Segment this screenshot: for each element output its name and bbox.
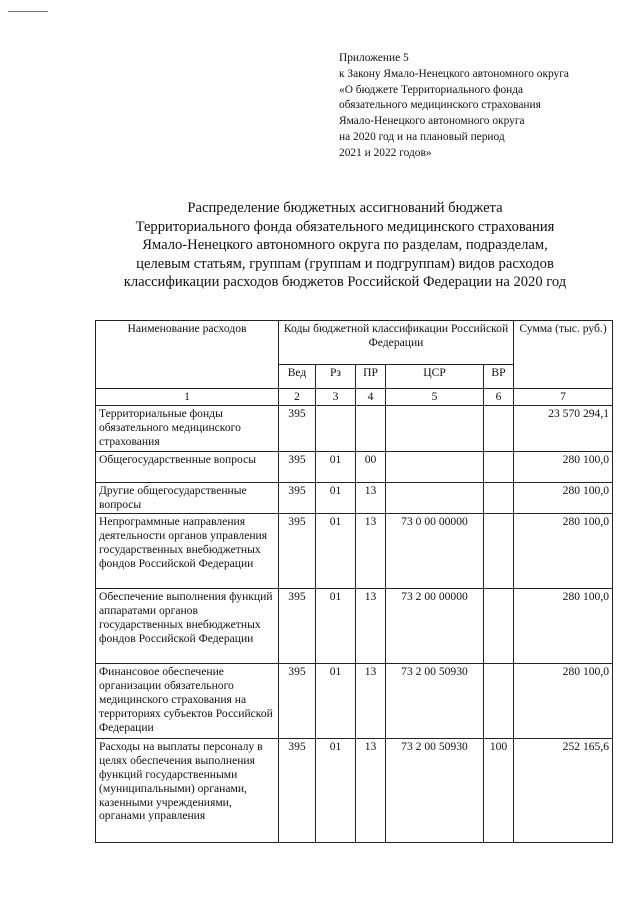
row-sum: 252 165,6 bbox=[514, 738, 613, 842]
row-vr bbox=[484, 588, 514, 663]
table-row bbox=[96, 588, 613, 663]
title-line: Распределение бюджетных ассигнований бюджета bbox=[187, 200, 503, 216]
header-codes-group: Коды бюджетной классификации Российской Федерации bbox=[279, 321, 514, 365]
row-sum: 280 100,0 bbox=[514, 451, 613, 482]
row-csr: 73 2 00 50930 bbox=[386, 663, 484, 738]
row-sum: 280 100,0 bbox=[514, 663, 613, 738]
row-csr: 73 2 00 00000 bbox=[386, 588, 484, 663]
row-name: Территориальные фонды обязательного медицинского страхования bbox=[96, 405, 279, 451]
row-rz: 01 bbox=[316, 482, 356, 513]
row-pr: 13 bbox=[356, 738, 386, 842]
header-sum: Сумма (тыс. руб.) bbox=[514, 321, 613, 389]
row-name: Другие общегосударственные вопросы bbox=[96, 482, 279, 513]
row-csr bbox=[386, 405, 484, 451]
row-vr bbox=[484, 405, 514, 451]
document-title bbox=[95, 199, 595, 292]
appendix-line: обязательного медицинского страхования bbox=[339, 99, 541, 112]
title-line: Ямало-Ненецкого автономного округа по разделам, подразделам, bbox=[142, 237, 548, 254]
appendix-line: Приложение 5 bbox=[339, 52, 409, 64]
table-row bbox=[96, 482, 613, 513]
col-number: 7 bbox=[514, 389, 613, 406]
row-csr: 73 2 00 50930 bbox=[386, 738, 484, 842]
appendix-line: 2021 и 2022 годов» bbox=[339, 146, 432, 159]
row-ved: 395 bbox=[279, 588, 316, 663]
header-ved: Вед bbox=[279, 365, 316, 389]
row-rz: 01 bbox=[316, 738, 356, 842]
table-row bbox=[96, 405, 613, 451]
header-name: Наименование расходов bbox=[96, 321, 279, 389]
table-row bbox=[96, 663, 613, 738]
row-ved: 395 bbox=[279, 451, 316, 482]
row-ved: 395 bbox=[279, 513, 316, 588]
row-pr: 13 bbox=[356, 663, 386, 738]
header-pr: ПР bbox=[356, 365, 386, 389]
row-vr bbox=[484, 663, 514, 738]
row-pr: 13 bbox=[356, 482, 386, 513]
row-rz: 01 bbox=[316, 588, 356, 663]
row-ved: 395 bbox=[279, 663, 316, 738]
col-number: 5 bbox=[386, 389, 484, 406]
column-number-row bbox=[96, 389, 613, 406]
row-name: Непрограммные направления деятельности органов управления государственных внебюджетных фондов Российской Федерации bbox=[96, 513, 279, 588]
row-pr: 13 bbox=[356, 513, 386, 588]
row-rz: 01 bbox=[316, 513, 356, 588]
row-vr bbox=[484, 513, 514, 588]
row-name: Расходы на выплаты персоналу в целях обеспечения выполнения функций государственными (муниципальными) органами, казенными учреждениями, органами управления bbox=[96, 738, 279, 842]
row-sum: 280 100,0 bbox=[514, 588, 613, 663]
appendix-line: к Закону Ямало-Ненецкого автономного округа bbox=[339, 67, 569, 80]
row-sum: 280 100,0 bbox=[514, 482, 613, 513]
row-rz bbox=[316, 405, 356, 451]
header-vr: ВР bbox=[484, 365, 514, 389]
row-name: Общегосударственные вопросы bbox=[96, 451, 279, 482]
row-sum: 280 100,0 bbox=[514, 513, 613, 588]
header-rz: Рз bbox=[316, 365, 356, 389]
row-name: Обеспечение выполнения функций аппаратами органов государственных внебюджетных фондов Российской Федерации bbox=[96, 588, 279, 663]
row-csr bbox=[386, 451, 484, 482]
row-vr bbox=[484, 482, 514, 513]
budget-table bbox=[95, 320, 613, 843]
col-number: 2 bbox=[279, 389, 316, 406]
row-rz: 01 bbox=[316, 451, 356, 482]
col-number: 1 bbox=[96, 389, 279, 406]
top-rule bbox=[8, 11, 48, 12]
table-row bbox=[96, 738, 613, 842]
appendix-line: «О бюджете Территориального фонда bbox=[339, 83, 524, 96]
row-name: Финансовое обеспечение организации обязательного медицинского страхования на территориях субъектов Российской Федерации bbox=[96, 663, 279, 738]
col-number: 4 bbox=[356, 389, 386, 406]
row-csr: 73 0 00 00000 bbox=[386, 513, 484, 588]
appendix-line: на 2020 год и на плановый период bbox=[339, 130, 505, 143]
header-csr: ЦСР bbox=[386, 365, 484, 389]
row-ved: 395 bbox=[279, 738, 316, 842]
table-row bbox=[96, 451, 613, 482]
title-line: Территориального фонда обязательного медицинского страхования bbox=[135, 218, 555, 235]
col-number: 6 bbox=[484, 389, 514, 406]
title-line: классификации расходов бюджетов Российской Федерации на 2020 год bbox=[123, 274, 567, 291]
row-csr bbox=[386, 482, 484, 513]
appendix-line: Ямало-Ненецкого автономного округа bbox=[339, 115, 525, 128]
col-number: 3 bbox=[316, 389, 356, 406]
row-pr bbox=[356, 405, 386, 451]
row-sum: 23 570 294,1 bbox=[514, 405, 613, 451]
row-pr: 13 bbox=[356, 588, 386, 663]
table-row bbox=[96, 513, 613, 588]
row-ved: 395 bbox=[279, 405, 316, 451]
row-pr: 00 bbox=[356, 451, 386, 482]
row-rz: 01 bbox=[316, 663, 356, 738]
row-vr: 100 bbox=[484, 738, 514, 842]
row-ved: 395 bbox=[279, 482, 316, 513]
title-line: целевым статьям, группам (группам и подгруппам) видов расходов bbox=[136, 255, 554, 272]
row-vr bbox=[484, 451, 514, 482]
appendix-header bbox=[339, 51, 629, 162]
